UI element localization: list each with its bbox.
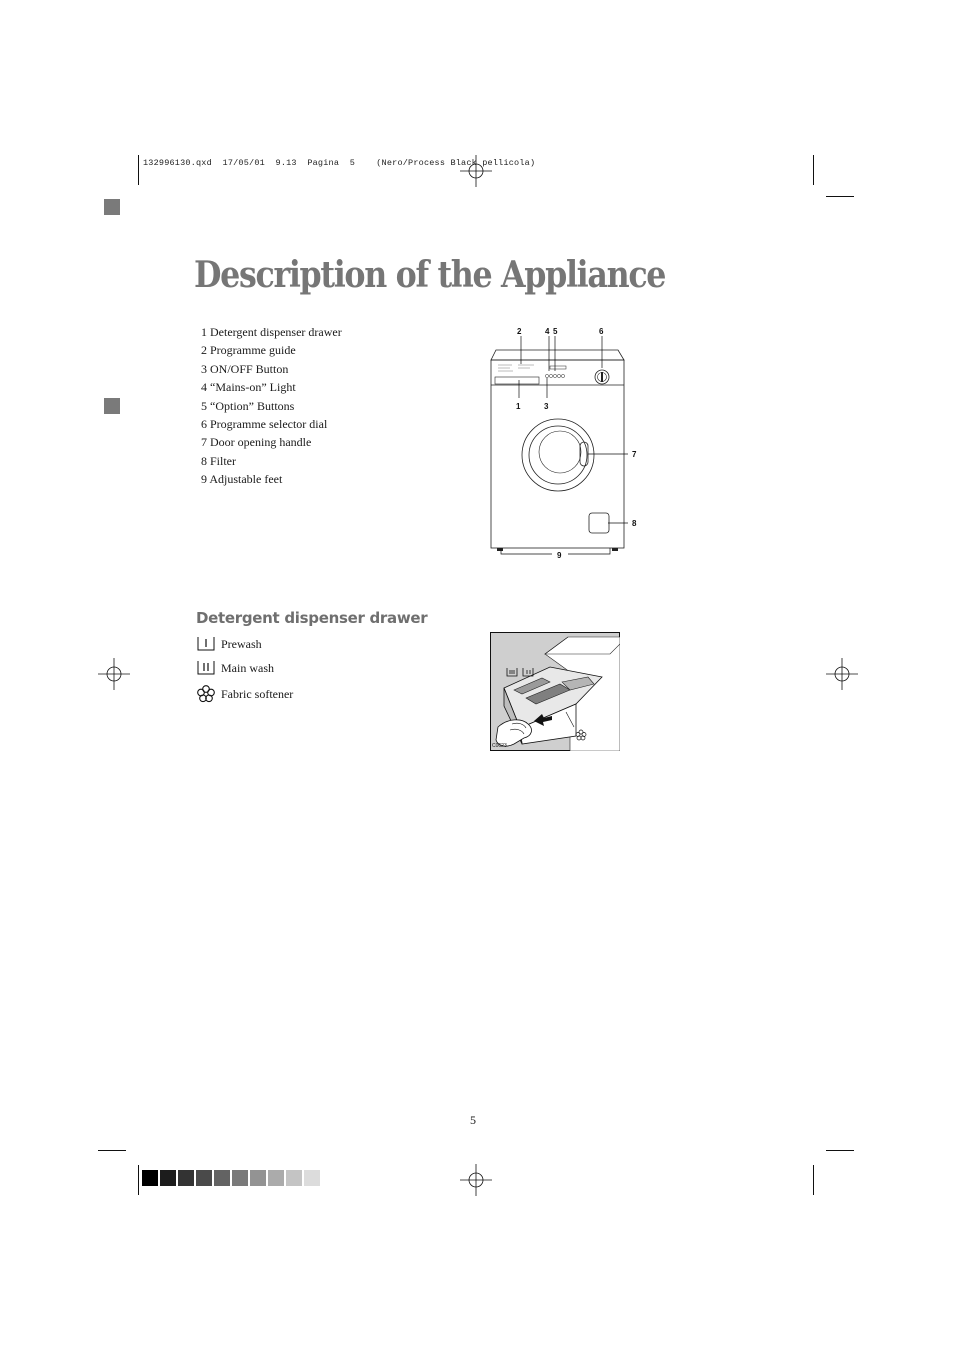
callout-1: 1: [516, 402, 521, 411]
crop-mark-bottom-right-horizontal: [826, 1150, 854, 1151]
parts-list-item: 1 Detergent dispenser drawer: [201, 325, 342, 339]
callout-9: 9: [557, 551, 562, 560]
registration-mark-left-icon: [98, 658, 130, 690]
swatch: [214, 1170, 230, 1186]
margin-gray-square-top: [104, 199, 120, 215]
swatch: [286, 1170, 302, 1186]
parts-list-item: 9 Adjustable feet: [201, 472, 283, 487]
callout-3: 3: [544, 402, 549, 411]
crop-mark-top-left-vertical: [138, 155, 139, 185]
crop-mark-top-right-vertical: [813, 155, 814, 185]
callout-4: 4: [545, 327, 550, 336]
swatch: [232, 1170, 248, 1186]
compartment-label: Main wash: [221, 660, 274, 675]
parts-list-item: 5 “Option” Buttons: [201, 398, 295, 413]
filter-cover: [589, 513, 609, 533]
callout-7: 7: [632, 450, 637, 459]
swatch: [160, 1170, 176, 1186]
registration-mark-bottom-icon: [460, 1164, 492, 1196]
detergent-drawer-illustration: [490, 632, 620, 751]
crop-mark-top-right-horizontal: [826, 196, 854, 197]
fabric-softener-symbol-icon: [196, 685, 216, 703]
compartment-item-prewash: [196, 636, 262, 652]
washing-machine-diagram: [480, 322, 650, 562]
swatch: [304, 1170, 320, 1186]
callout-8: 8: [632, 519, 637, 528]
detergent-drawer: [495, 377, 539, 384]
registration-mark-top-icon: [460, 155, 492, 187]
parts-list-item: 3 ON/OFF Button: [201, 361, 289, 376]
crop-mark-bottom-left-horizontal: [98, 1150, 126, 1151]
print-slug-line: 132996130.qxd 17/05/01 9.13 Pagina 5 (Nero/Process Black pellicola): [143, 158, 536, 168]
crop-mark-bottom-left-vertical: [138, 1165, 139, 1195]
compartment-legend: [196, 636, 396, 716]
swatch: [178, 1170, 194, 1186]
parts-list-item: 8 Filter: [201, 453, 236, 468]
swatch: [250, 1170, 266, 1186]
prewash-symbol-icon: [196, 636, 216, 652]
parts-list-item: 7 Door opening handle: [201, 435, 312, 450]
machine-top-cover: [491, 350, 624, 360]
swatch: [142, 1170, 158, 1186]
callout-5: 5: [553, 327, 558, 336]
drawer-image-code: C0623: [492, 743, 507, 749]
swatch: [268, 1170, 284, 1186]
swatch: [196, 1170, 212, 1186]
crop-mark-bottom-right-vertical: [813, 1165, 814, 1195]
parts-list-item: 2 Programme guide: [201, 343, 296, 358]
section-title: Detergent dispenser drawer: [196, 609, 428, 627]
page-title: Description of the Appliance: [194, 254, 666, 296]
parts-list-item: 4 “Mains-on” Light: [201, 380, 296, 395]
compartment-item-main-wash: [196, 660, 274, 676]
page-number: 5: [470, 1113, 476, 1127]
margin-gray-square-middle: [104, 398, 120, 414]
machine-door: [522, 419, 594, 491]
parts-list-item: 6 Programme selector dial: [201, 417, 328, 432]
main-wash-symbol-icon: [196, 660, 216, 676]
parts-list: [201, 323, 342, 489]
compartment-item-fabric-softener: [196, 685, 293, 703]
registration-mark-right-icon: [826, 658, 858, 690]
callout-6: 6: [599, 327, 604, 336]
compartment-label: Prewash: [221, 636, 262, 651]
callout-2: 2: [517, 327, 522, 336]
compartment-label: Fabric softener: [221, 686, 294, 701]
color-calibration-swatches: [142, 1170, 320, 1186]
